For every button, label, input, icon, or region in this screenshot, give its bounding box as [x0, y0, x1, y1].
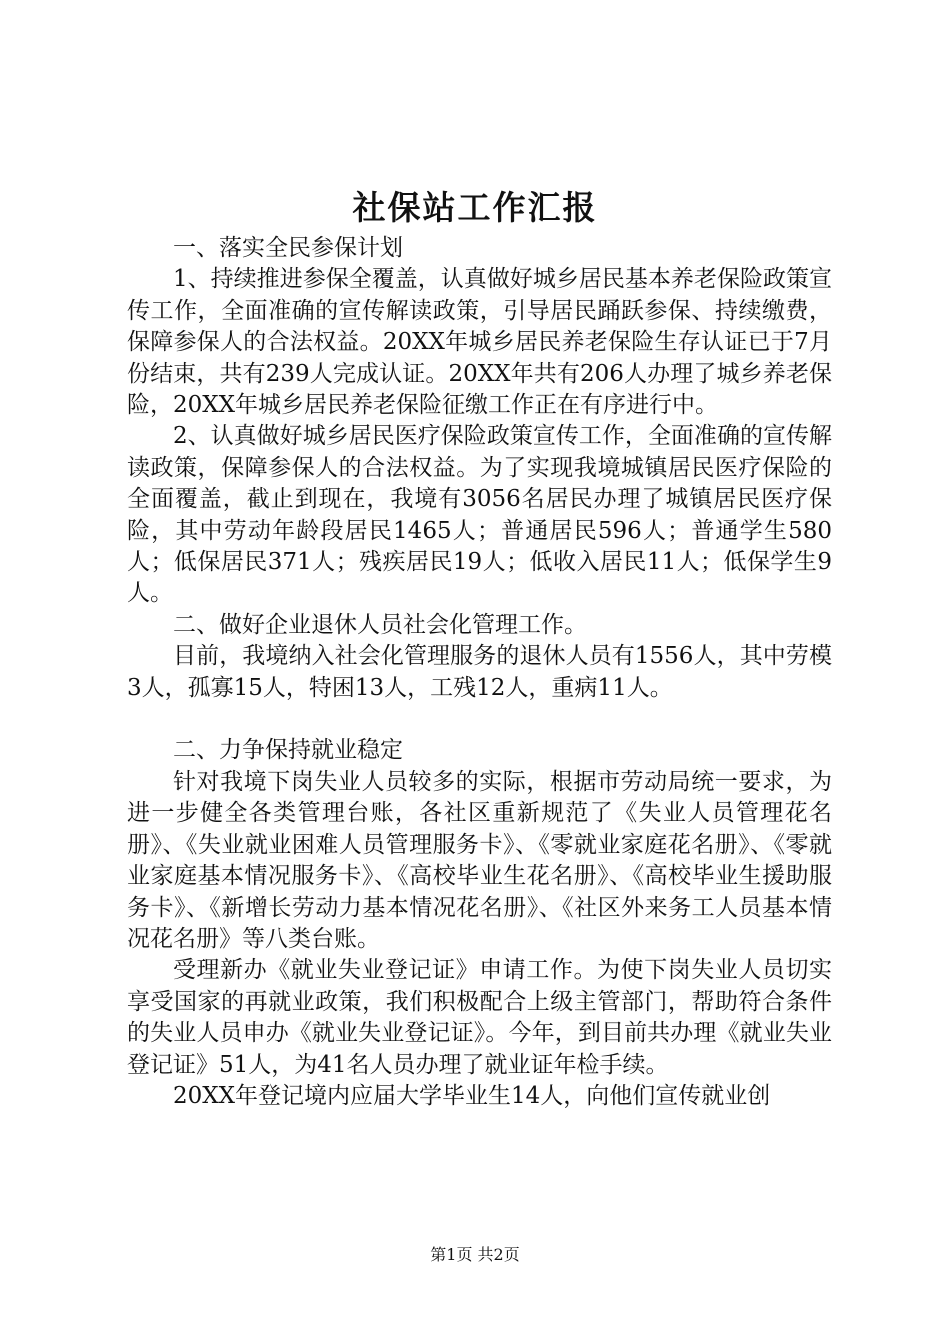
page-footer: 第1页 共2页 [430, 1245, 520, 1264]
body-paragraph: 20XX年登记境内应届大学毕业生14人，向他们宣传就业创 [173, 1082, 771, 1109]
body-paragraph: 受理新办《就业失业登记证》申请工作。为使下岗失业人员切实享受国家的再就业政策，我们积极配合上级主管部门，帮助符合条件的失业人员申办《就业失业登记证》。今年，到目前共办理《就业失业登记证》51人，为41名人员办理了就业证年检手续。 [127, 957, 832, 1078]
body-paragraph: 针对我境下岗失业人员较多的实际，根据市劳动局统一要求，为进一步健全各类管理台账，各社区重新规范了《失业人员管理花名册》、《失业就业困难人员管理服务卡》、《零就业家庭花名册》、《零就业家庭基本情况服务卡》、《高校毕业生花名册》、《高校毕业生援助服务卡》、《新增长劳动力基本情况花名册》、《社区外来务工人员基本情况花名册》等八类台账。 [127, 768, 832, 952]
body-paragraph: 目前，我境纳入社会化管理服务的退休人员有1556人，其中劳模3人，孤寡15人，特困13人，工残12人，重病11人。 [127, 643, 832, 701]
section-heading: 一、落实全民参保计划 [173, 235, 403, 261]
body-paragraph: 2、认真做好城乡居民医疗保险政策宣传工作，全面准确的宣传解读政策，保障参保人的合法权益。为了实现我境城镇居民医疗保险的全面覆盖，截止到现在，我境有3056名居民办理了城镇居民医疗保险，其中劳动年龄段居民1465人；普通居民596人；普通学生580人；低保居民371人；残疾居民19人；低收入居民11人；低保学生9人。 [127, 423, 832, 607]
section-heading: 二、做好企业退休人员社会化管理工作。 [173, 611, 587, 638]
document-title: 社保站工作汇报 [352, 188, 598, 227]
body-paragraph: 1、持续推进参保全覆盖，认真做好城乡居民基本养老保险政策宣传工作，全面准确的宣传解读政策，引导居民踊跃参保、持续缴费，保障参保人的合法权益。20XX年城乡居民养老保险生存认证已于7月份结束，共有239人完成认证。20XX年共有206人办理了城乡养老保险，20XX年城乡居民养老保险征缴工作正在有序进行中。 [127, 266, 832, 419]
blank-line [127, 704, 832, 735]
section-heading: 二、力争保持就业稳定 [173, 737, 403, 764]
document-body [127, 233, 832, 1112]
